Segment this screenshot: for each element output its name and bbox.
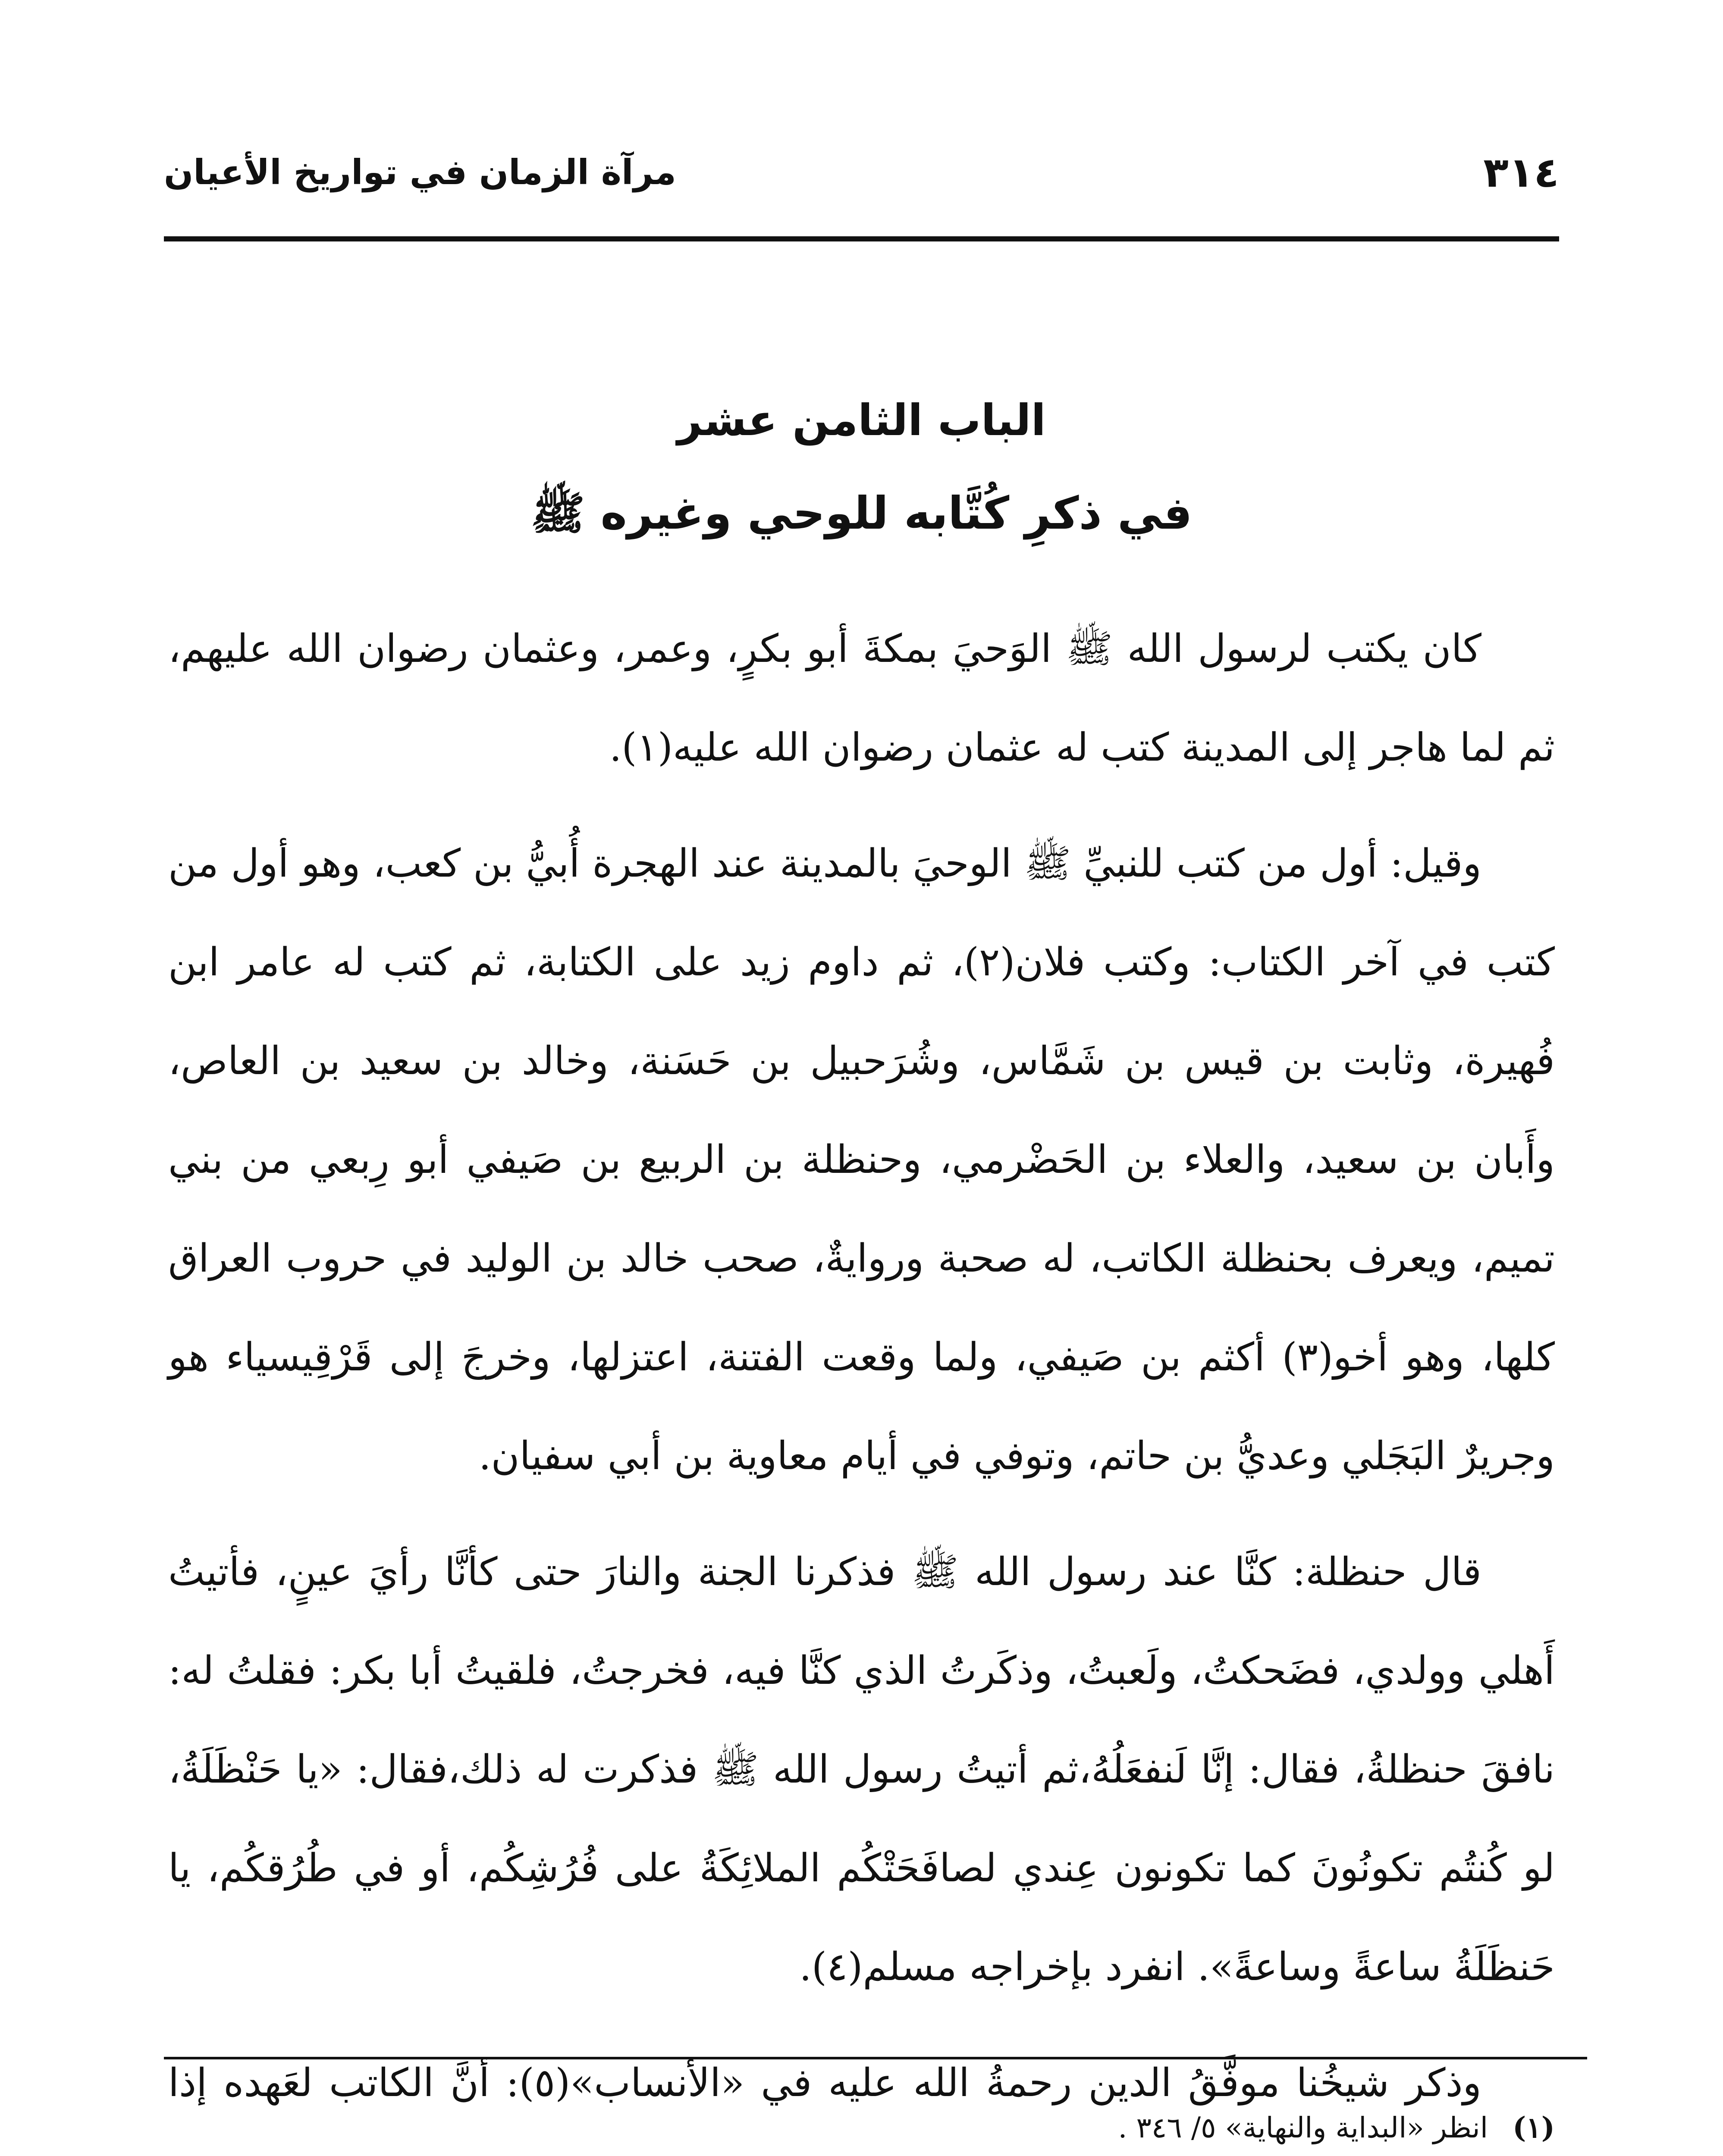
running-title: مرآة الزمان في تواريخ الأعيان (164, 152, 676, 192)
chapter-subtitle: في ذكرِ كُتَّابه للوحي وغيره ﷺ (530, 487, 1193, 539)
footnote (168, 2096, 1555, 2156)
paragraph: كان يكتب لرسول الله ﷺ الوَحيَ بمكةَ أبو بكرٍ، وعمر، وعثمان رضوان الله عليهم، ثم لما هاجر إلى المدينة كتب له عثمان رضوان الله عليه(١). (168, 626, 1555, 770)
footnote-number: (١) (1513, 2111, 1555, 2144)
chapter-title: الباب الثامن عشر (677, 395, 1046, 445)
footnote-text: انظر «البداية والنهاية» ٥/ ٣٤٦ . (1118, 2111, 1488, 2144)
body-text (168, 599, 1555, 2156)
paragraph: قال حنظلة: كنَّا عند رسول الله ﷺ فذكرنا الجنة والنارَ حتى كأنَّا رأيَ عينٍ، فأتيتُ أَهلي وولدي، فضَحكتُ، ولَعبتُ، وذكَرتُ الذي كنَّا فيه، فخرجتُ، فلقيتُ أبا بكر: فقلتُ له: نافقَ حنظلةُ، فقال: إنَّا لَنفعَلُهُ،ثم أتيتُ رسول الله ﷺ فذكرت له ذلك،فقال: «يا حَنْظَلَةُ، لو كُنتُم تكونُونَ كما تكونون عِندي لصافَحَتْكُم الملائِكَةُ على فُرُشِكُم، أو في طُرُقكُم، يا حَنظَلَةُ ساعةً وساعةً». انفرد بإخراجه مسلم(٤). (168, 1549, 1555, 1990)
footnotes (168, 2096, 1555, 2156)
header-rule (164, 236, 1559, 241)
footnote-separator (164, 2057, 1587, 2059)
page-number: ٣١٤ (1483, 148, 1559, 197)
paragraph: وذكر شيخُنا موفَّقُ الدين رحمةُ الله عليه في «الأنساب»(٥): أنَّ الكاتب لعَهده إذا (168, 2060, 1482, 2106)
paragraph: وقيل: أول من كتب للنبيِّ ﷺ الوحيَ بالمدينة عند الهجرة أُبيُّ بن كعب، وهو أول من كتب في آخر الكتاب: وكتب فلان(٢)، ثم داوم زيد على الكتابة، ثم كتب له عامر ابن فُهيرة، وثابت بن قيس بن شَمَّاس، وشُرَحبيل بن حَسَنة، وخالد بن سعيد بن العاص، وأَبان بن سعيد، والعلاء بن الحَضْرمي، وحنظلة بن الربيع بن صَيفي أبو رِبعي من بني تميم، ويعرف بحنظلة الكاتب، له صحبة وروايةٌ، صحب خالد بن الوليد في حروب العراق كلها، وهو أخو(٣) أكثم بن صَيفي، ولما وقعت الفتنة، اعتزلها، وخرجَ إلى قَرْقِيسياء هو وجريرٌ البَجَلي وعديُّ بن حاتم، وتوفي في أيام معاوية بن أبي سفيان. (168, 841, 1555, 1479)
page-header (164, 147, 1559, 211)
